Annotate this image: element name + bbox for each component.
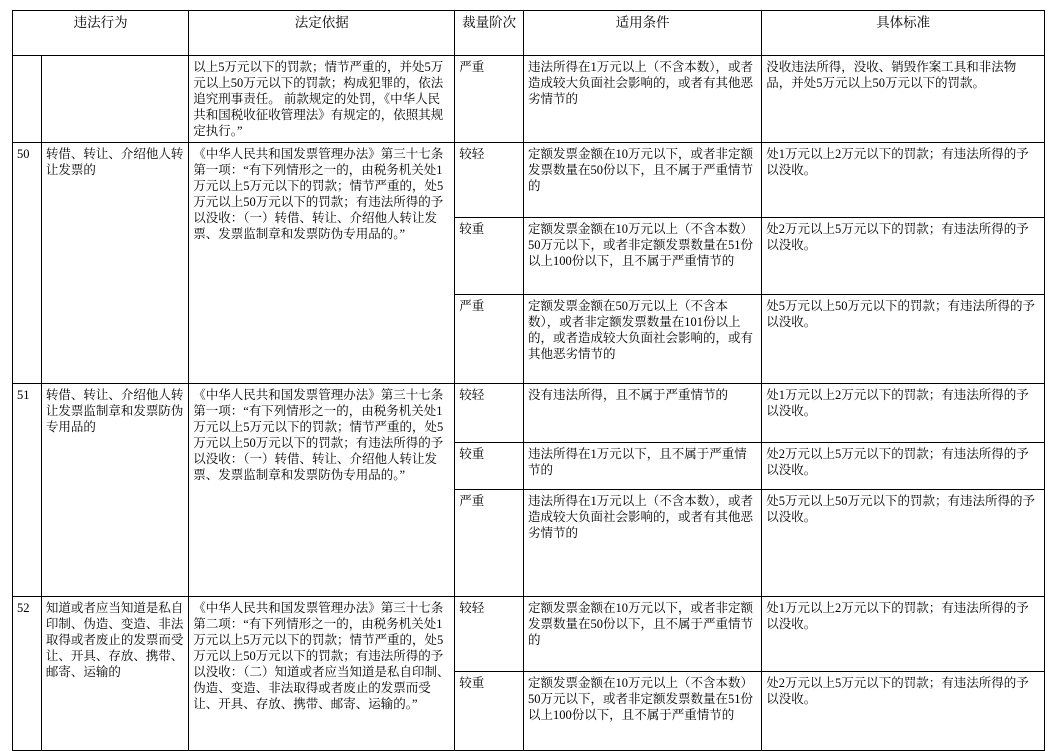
row-level: 严重 [455, 295, 524, 384]
row-standard: 处5万元以上50万元以下的罚款；有违法所得的予以没收。 [762, 295, 1045, 384]
row-standard: 处1万元以上2万元以下的罚款；有违法所得的予以没收。 [762, 597, 1045, 672]
table-body [13, 56, 1045, 751]
row-standard: 处1万元以上2万元以下的罚款；有违法所得的予以没收。 [762, 143, 1045, 218]
row-condition: 定额发票金额在10万元以上（不含本数）50万元以下，或者非定额发票数量在51份以上100份以下，且不属于严重情节的 [523, 672, 761, 751]
column-header-condition: 适用条件 [523, 11, 761, 56]
row-number: 51 [13, 384, 42, 597]
table-header [13, 11, 1045, 56]
row-standard: 处2万元以上5万元以下的罚款；有违法所得的予以没收。 [762, 218, 1045, 295]
row-basis: 《中华人民共和国发票管理办法》第三十七条第一项：“有下列情形之一的，由税务机关处1万元以上5万元以下的罚款；情节严重的，处5万元以上50万元以下的罚款；有违法所得的予以没收：（一）转借、转让、介绍他人转让发票、发票监制章和发票防伪专用品的。” [189, 384, 455, 597]
row-level: 严重 [455, 56, 524, 143]
row-condition: 违法所得在1万元以上（不含本数），或者造成较大负面社会影响的，或者有其他恶劣情节的 [523, 490, 761, 597]
row-condition: 定额发票金额在10万元以下，或者非定额发票数量在50份以下，且不属于严重情节的 [523, 597, 761, 672]
row-standard: 处2万元以上5万元以下的罚款；有违法所得的予以没收。 [762, 672, 1045, 751]
row-act [41, 56, 188, 143]
row-standard: 处2万元以上5万元以下的罚款；有违法所得的予以没收。 [762, 443, 1045, 490]
row-condition: 定额发票金额在50万元以上（不含本数），或者非定额发票数量在101份以上的，或者造成较大负面社会影响的，或有其他恶劣情节的 [523, 295, 761, 384]
row-standard: 没收违法所得，没收、销毁作案工具和非法物品，并处5万元以上50万元以下的罚款。 [762, 56, 1045, 143]
row-level: 严重 [455, 490, 524, 597]
row-condition: 违法所得在1万元以下，且不属于严重情节的 [523, 443, 761, 490]
row-level: 较重 [455, 218, 524, 295]
row-basis: 以上5万元以下的罚款；情节严重的，并处5万元以上50万元以下的罚款；构成犯罪的，依法追究刑事责任。 前款规定的处罚，《中华人民共和国税收征收管理法》有规定的，依照其规定执行。” [189, 56, 455, 143]
column-header-basis: 法定依据 [189, 11, 455, 56]
row-number: 52 [13, 597, 42, 751]
row-basis: 《中华人民共和国发票管理办法》第三十七条第二项：“有下列情形之一的，由税务机关处1万元以上5万元以下的罚款；情节严重的，处5万元以上50万元以下的罚款；有违法所得的予以没收：（二）知道或者应当知道是私自印制、伪造、变造、非法取得或者废止的发票而受让、开具、存放、携带、邮寄、运输的。” [189, 597, 455, 751]
row-act: 转借、转让、介绍他人转让发票的 [41, 143, 188, 384]
row-level: 较重 [455, 443, 524, 490]
table-row [13, 56, 1045, 143]
table-row [13, 597, 1045, 672]
row-level: 较轻 [455, 597, 524, 672]
discretion-standards-table [12, 10, 1045, 751]
column-header-standard: 具体标准 [762, 11, 1045, 56]
row-act: 转借、转让、介绍他人转让发票监制章和发票防伪专用品的 [41, 384, 188, 597]
row-level: 较重 [455, 672, 524, 751]
row-condition: 违法所得在1万元以上（不含本数），或者造成较大负面社会影响的，或者有其他恶劣情节的 [523, 56, 761, 143]
row-level: 较轻 [455, 384, 524, 443]
row-condition: 定额发票金额在10万元以下，或者非定额发票数量在50份以下，且不属于严重情节的 [523, 143, 761, 218]
row-number: 50 [13, 143, 42, 384]
row-level: 较轻 [455, 143, 524, 218]
row-act: 知道或者应当知道是私自印制、伪造、变造、非法取得或者废止的发票而受让、开具、存放、携带、邮寄、运输的 [41, 597, 188, 751]
row-basis: 《中华人民共和国发票管理办法》第三十七条第一项：“有下列情形之一的，由税务机关处1万元以上5万元以下的罚款；情节严重的，处5万元以上50万元以下的罚款；有违法所得的予以没收：（一）转借、转让、介绍他人转让发票、发票监制章和发票防伪专用品的。” [189, 143, 455, 384]
table-row [13, 143, 1045, 218]
row-standard: 处1万元以上2万元以下的罚款；有违法所得的予以没收。 [762, 384, 1045, 443]
table-row [13, 384, 1045, 443]
row-number [13, 56, 42, 143]
row-standard: 处5万元以上50万元以下的罚款；有违法所得的予以没收。 [762, 490, 1045, 597]
table-header-row [13, 11, 1045, 56]
row-condition: 没有违法所得，且不属于严重情节的 [523, 384, 761, 443]
row-condition: 定额发票金额在10万元以上（不含本数）50万元以下，或者非定额发票数量在51份以上100份以下，且不属于严重情节的 [523, 218, 761, 295]
column-header-act: 违法行为 [13, 11, 189, 56]
column-header-level: 裁量阶次 [455, 11, 524, 56]
